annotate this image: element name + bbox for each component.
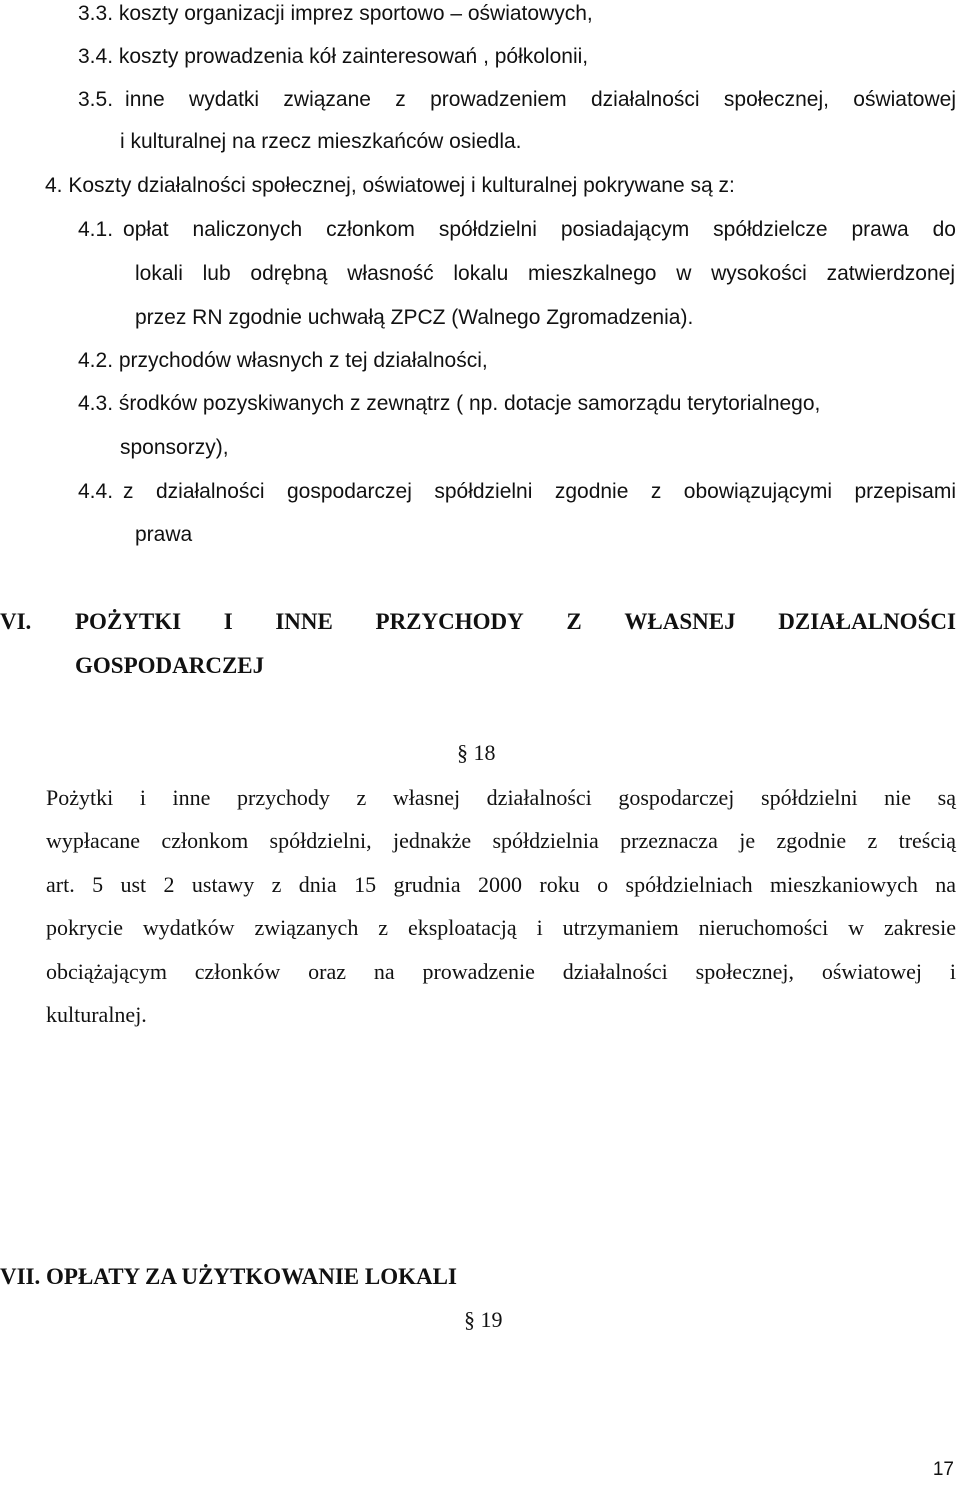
list-text: środków pozyskiwanych z zewnątrz ( np. dotacje samorządu terytorialnego,	[118, 392, 821, 415]
paragraph-line: Pożytki i inne przychody z własnej działalności gospodarczej spółdzielni nie są	[46, 785, 956, 810]
paragraph-line: kulturalnej.	[46, 1002, 147, 1027]
title-word: WŁASNEJ	[624, 609, 736, 634]
list-text: z działalności gospodarczej spółdzielni zgodnie z obowiązującymi przepisami	[123, 480, 956, 503]
list-text-cont: sponsorzy),	[120, 436, 229, 459]
title-word: I	[223, 609, 233, 634]
paragraph-mark: § 18	[457, 740, 496, 765]
list-number: 3.5.	[78, 88, 114, 111]
list-number: 4.3.	[78, 392, 114, 415]
paragraph-line: wypłacane członkom spółdzielni, jednakże spółdzielnia przeznacza je zgodnie z treścią	[46, 828, 956, 853]
list-text: koszty organizacji imprez sportowo – oświatowych,	[118, 2, 593, 25]
list-text: przychodów własnych z tej działalności,	[118, 349, 488, 372]
list-item-3-5-cont: i kulturalnej na rzecz mieszkańców osiedla.	[120, 130, 522, 153]
list-text: koszty prowadzenia kół zainteresowań , półkolonii,	[118, 45, 589, 68]
section-numeral: VI.	[0, 609, 32, 634]
paragraph-line: obciążającym członków oraz na prowadzenie działalności społecznej, oświatowej i	[46, 959, 956, 984]
list-text-cont: lokali lub odrębną własność lokalu mieszkalnego w wysokości zatwierdzonej	[135, 262, 955, 285]
list-text: Koszty działalności społecznej, oświatowej i kulturalnej pokrywane są z:	[68, 174, 735, 197]
page-number: 17	[932, 1459, 954, 1480]
list-text: inne wydatki związane z prowadzeniem działalności społecznej, oświatowej	[125, 88, 956, 111]
section-title-line2: GOSPODARCZEJ	[75, 653, 265, 678]
list-number: 3.3.	[78, 2, 114, 25]
list-item-4-1	[78, 216, 956, 244]
title-word: INNE	[275, 609, 333, 634]
list-number: 4.4.	[78, 480, 114, 503]
list-item-3-5	[78, 86, 956, 114]
paragraph-body	[46, 784, 956, 1044]
title-word: DZIAŁALNOŚCI	[778, 609, 956, 634]
list-text-cont: przez RN zgodnie uchwałą ZPCZ (Walnego Zgromadzenia).	[135, 306, 694, 329]
list-item-4-4	[78, 478, 956, 506]
title-word: POŻYTKI	[75, 609, 182, 634]
list-number: 4.2.	[78, 349, 114, 372]
list-item-3-4	[78, 43, 588, 71]
list-number: 4.	[45, 174, 63, 197]
title-word: Z	[566, 609, 582, 634]
section-title-line1	[75, 607, 956, 637]
list-number: 4.1.	[78, 218, 114, 241]
list-text-cont: prawa	[135, 523, 193, 546]
list-item-4-3	[78, 390, 820, 418]
paragraph-line: art. 5 ust 2 ustawy z dnia 15 grudnia 2000 roku o spółdzielniach mieszkaniowych na	[46, 872, 956, 897]
list-number: 3.4.	[78, 45, 114, 68]
paragraph-line: pokrycie wydatków związanych z eksploatacją i utrzymaniem nieruchomości w zakresie	[46, 915, 956, 940]
list-item-3-3	[78, 0, 593, 28]
point-4	[45, 172, 735, 200]
list-item-4-2	[78, 347, 488, 375]
section-title: VII. OPŁATY ZA UŻYTKOWANIE LOKALI	[0, 1264, 457, 1289]
paragraph-mark: § 19	[464, 1307, 503, 1332]
title-word: PRZYCHODY	[375, 609, 524, 634]
list-text: opłat naliczonych członkom spółdzielni posiadającym spółdzielcze prawa do	[123, 218, 956, 241]
